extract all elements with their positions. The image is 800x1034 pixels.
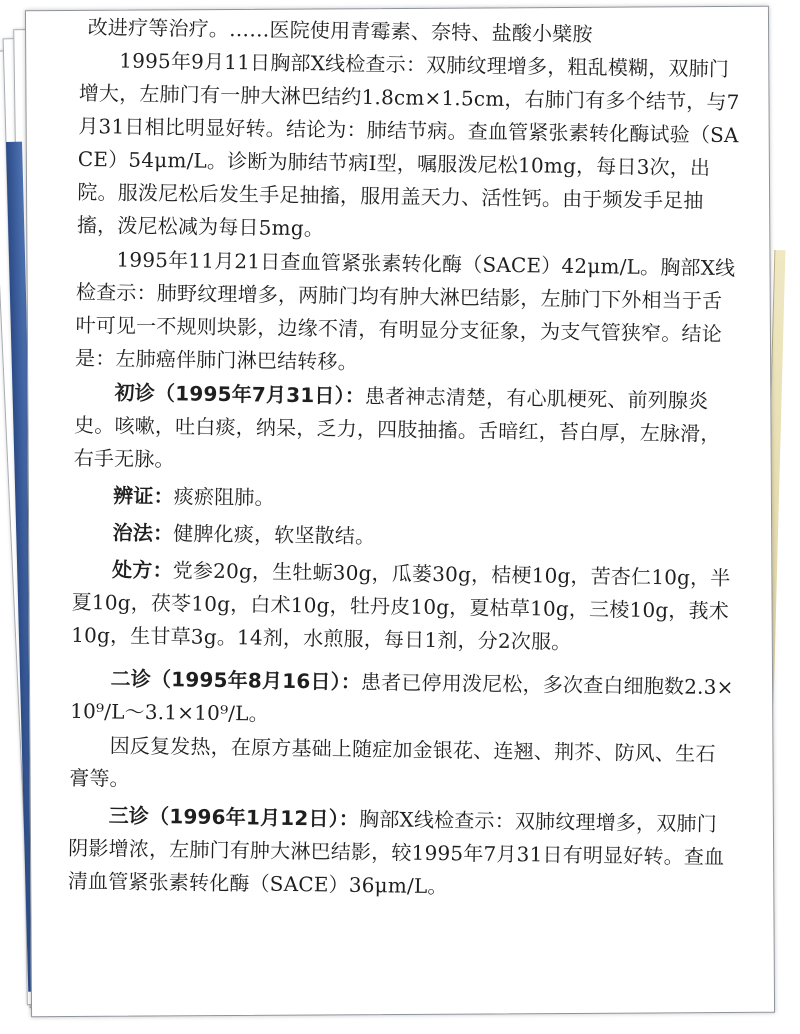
third-visit-text: 胸部X线检查示：双肺纹理增多，双肺门阴影增浓，左肺门有肿大淋巴结影，较1995年7月31日有明显好转。查血清血管紧张素转化酶（SACE）36μm/L。 <box>67 806 725 899</box>
initial-visit <box>73 376 739 484</box>
document-page <box>25 6 775 1018</box>
syndrome-label: 辨证： <box>113 483 174 509</box>
syndrome-text: 痰瘀阻肺。 <box>173 484 275 510</box>
top-line: 改进疗等治疗。……医院使用青霉素、奈特、盐酸小檗胺 <box>87 15 593 47</box>
prescription-label: 处方： <box>111 557 173 583</box>
initial-visit-text: 患者神志清楚，有心肌梗死、前列腺炎史。咳嗽，吐白痰，纳呆，乏力，四肢抽搐。舌暗红，苔白厚，左脉滑，右手无脉。 <box>73 383 721 472</box>
third-visit-label: 三诊（1996年1月12日）： <box>108 803 360 831</box>
initial-visit-label: 初诊（1995年7月31日）： <box>114 380 366 408</box>
paragraph-1: 1995年9月11日胸部X线检查示：双肺纹理增多，粗乱模糊，双肺门增大，左肺门有一肿大淋巴结约1.8cm×1.5cm，右肺门有多个结节，与7月31日相比明显好转。结论为：肺结节病。查血管紧张素转化酶试验（SACE）54μm/L。诊断为肺结节病Ⅰ型，嘱服泼尼松10mg，每日3次，出院。服泼尼松后发生手足抽搐，服用盖天力、活性钙。由于频发手足抽搐，泼尼松减为每日5mg。 <box>76 48 740 241</box>
second-visit <box>70 662 736 737</box>
treatment <box>72 516 737 558</box>
second-visit-followup: 因反复发热，在原方基础上随症加金银花、连翘、荆芥、防风、生石膏等。 <box>69 733 716 791</box>
second-visit-text: 患者已停用泼尼松，多次查白细胞数2.3×10⁹/L～3.1×10⁹/L。 <box>69 669 734 726</box>
treatment-text: 健脾化痰，软坚散结。 <box>173 521 376 549</box>
paragraph-2: 1995年11月21日查血管紧张素转化酶（SACE）42μm/L。胸部X线检查示：肺野纹理增多，两肺门均有肿大淋巴结影，左肺门下外相当于舌叶可见一不规则块影，边缘不清，有明显分支征象，为支气管狭窄。结论是：左肺癌伴肺门淋巴结转移。 <box>74 247 736 374</box>
syndrome <box>73 479 738 521</box>
prescription-text: 党参20g，生牡蛎30g，瓜蒌30g，桔梗10g，苦杏仁10g，半夏10g，茯苓10g，白术10g，牡丹皮10g，夏枯草10g，三棱10g，莪术10g，生甘草3g。14剂，水煎服，每日1剂，分2次服。 <box>71 558 731 654</box>
treatment-label: 治法： <box>112 520 174 546</box>
third-visit <box>68 799 734 907</box>
page-text-area <box>67 11 745 980</box>
prescription <box>71 553 737 661</box>
second-visit-label: 二诊（1995年8月16日）： <box>110 666 362 694</box>
